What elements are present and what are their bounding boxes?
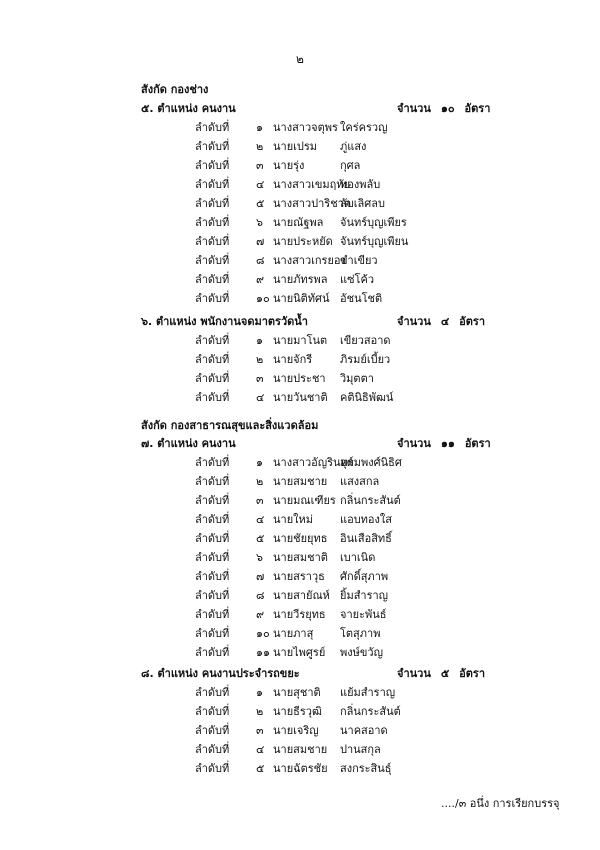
first-name: นางสาวปาริชาต — [273, 197, 351, 210]
order-number: ๔ — [256, 743, 265, 756]
order-label: ลำดับที่ — [195, 686, 230, 699]
position-title: ๕. ตำแหน่ง คนงาน — [141, 102, 236, 115]
first-name: นายชัยยุทธ — [273, 532, 328, 545]
order-number: ๑ — [256, 456, 263, 469]
last-name: กลิ่นกระสันต์ — [340, 705, 401, 718]
order-label: ลำดับที่ — [195, 292, 230, 305]
count-unit: อัตรา — [464, 102, 491, 115]
order-label: ลำดับที่ — [195, 159, 230, 172]
list-item — [0, 586, 600, 604]
first-name: นายเจริญ — [273, 724, 319, 737]
last-name: ลับเลิศลบ — [340, 197, 385, 210]
list-item — [0, 643, 600, 661]
first-name: นายสราวุธ — [273, 570, 325, 583]
order-number: ๙ — [256, 608, 265, 621]
list-item — [0, 567, 600, 585]
last-name: นาคสอาด — [340, 724, 388, 737]
first-name: นายประหยัด — [273, 235, 333, 248]
order-number: ๔ — [256, 178, 265, 191]
first-name: นายประชา — [273, 372, 326, 385]
list-item — [0, 137, 600, 155]
last-name: คตินิธิพัฒน์ — [340, 391, 394, 404]
list-item — [0, 740, 600, 758]
last-name: กลิ่นกระสันต์ — [340, 494, 401, 507]
first-name: นายรุ่ง — [273, 159, 305, 172]
order-number: ๖ — [256, 216, 263, 229]
last-name: อุดมพงศ์นิธิศ — [340, 456, 402, 469]
last-name: อินเสือสิทธิ์ — [340, 532, 392, 545]
first-name: นายวีรยุทธ — [273, 608, 326, 621]
last-name: ยิ้มสำราญ — [340, 589, 389, 602]
position-title: ๘. ตำแหน่ง คนงานประจำรถขยะ — [141, 667, 300, 680]
last-name: ภู่แสง — [340, 140, 367, 153]
first-name: นายมาโนต — [273, 334, 328, 347]
last-name: อัชนโชติ — [340, 292, 383, 305]
last-name: ปานสกุล — [340, 743, 381, 756]
order-label: ลำดับที่ — [195, 570, 230, 583]
last-name: จันทร์บุญเพียร — [340, 216, 407, 229]
page-number: ๒ — [296, 52, 304, 66]
order-label: ลำดับที่ — [195, 216, 230, 229]
first-name: นายสุชาติ — [273, 686, 321, 699]
list-item — [0, 331, 600, 349]
position-title: ๖. ตำแหน่ง พนักงานจดมาตรวัดน้ำ — [141, 315, 308, 328]
order-label: ลำดับที่ — [195, 334, 230, 347]
order-number: ๖ — [256, 551, 263, 564]
last-name: จายะพันธ์ — [340, 608, 387, 621]
order-number: ๔ — [256, 391, 265, 404]
order-number: ๑๐ — [256, 292, 270, 305]
list-item — [0, 118, 600, 136]
last-name: เบาเนิด — [340, 551, 376, 564]
list-item — [0, 289, 600, 307]
first-name: นายใหม่ — [273, 513, 314, 526]
first-name: นายภาสุ — [273, 627, 314, 640]
order-number: ๑ — [256, 121, 263, 134]
position-count — [397, 312, 495, 330]
last-name: แสงสกล — [340, 475, 380, 488]
first-name: นางสาวจตุพร — [273, 121, 338, 134]
order-number: ๓ — [256, 494, 264, 507]
order-label: ลำดับที่ — [195, 121, 230, 134]
first-name: นายสมชาติ — [273, 551, 328, 564]
position-count — [397, 99, 500, 117]
order-number: ๒ — [256, 475, 264, 488]
last-name: ใคร่ครวญ — [340, 121, 388, 134]
first-name: นายไพศูรย์ — [273, 646, 326, 659]
count-label: จำนวน — [397, 437, 431, 450]
order-number: ๓ — [256, 724, 264, 737]
order-label: ลำดับที่ — [195, 178, 230, 191]
count-label: จำนวน — [397, 315, 431, 328]
last-name: ขำเขียว — [340, 254, 378, 267]
position-count — [397, 664, 495, 682]
list-item — [0, 213, 600, 231]
first-name: นายสายัณห์ — [273, 589, 330, 602]
order-number: ๑ — [256, 686, 263, 699]
order-label: ลำดับที่ — [195, 273, 230, 286]
list-item — [0, 548, 600, 566]
first-name: นางสาวเขมฤทัย — [273, 178, 351, 191]
order-label: ลำดับที่ — [195, 532, 230, 545]
order-number: ๒ — [256, 140, 264, 153]
first-name: นางสาวอัญรินทร์ — [273, 456, 354, 469]
last-name: แซ่โค้ว — [340, 273, 374, 286]
list-item — [0, 510, 600, 528]
list-item — [0, 759, 600, 777]
list-item — [0, 683, 600, 701]
order-label: ลำดับที่ — [195, 705, 230, 718]
order-label: ลำดับที่ — [195, 494, 230, 507]
order-number: ๕ — [256, 532, 265, 545]
last-name: สงกระสินธุ์ — [340, 762, 392, 775]
list-item — [0, 472, 600, 490]
list-item — [0, 721, 600, 739]
continuation-note: ..../๓ อนึ่ง การเรียกบรรจุ — [441, 797, 560, 810]
first-name: นายจักรี — [273, 353, 313, 366]
order-label: ลำดับที่ — [195, 475, 230, 488]
last-name: จันทร์บุญเพียน — [340, 235, 409, 248]
first-name: นายฉัตรชัย — [273, 762, 328, 775]
position-title: ๗. ตำแหน่ง คนงาน — [141, 437, 236, 450]
order-label: ลำดับที่ — [195, 456, 230, 469]
order-number: ๗ — [256, 235, 265, 248]
order-label: ลำดับที่ — [195, 627, 230, 640]
list-item — [0, 624, 600, 642]
department-heading: สังกัด กองสาธารณสุขและสิ่งแวดล้อม — [141, 419, 319, 432]
list-item — [0, 453, 600, 471]
first-name: นายเปรม — [273, 140, 318, 153]
order-number: ๑๐ — [256, 627, 270, 640]
position-count — [397, 434, 501, 452]
count-label: จำนวน — [397, 102, 431, 115]
order-label: ลำดับที่ — [195, 589, 230, 602]
last-name: ศักดิ์สุภาพ — [340, 570, 389, 583]
order-number: ๕ — [256, 762, 265, 775]
order-label: ลำดับที่ — [195, 513, 230, 526]
last-name: เขียวสอาด — [340, 334, 391, 347]
order-number: ๓ — [256, 159, 264, 172]
order-number: ๕ — [256, 197, 265, 210]
order-label: ลำดับที่ — [195, 140, 230, 153]
first-name: นายธีรวุฒิ — [273, 705, 322, 718]
first-name: นางสาวเกรยอง — [273, 254, 346, 267]
order-number: ๘ — [256, 589, 265, 602]
order-number: ๒ — [256, 705, 264, 718]
list-item — [0, 605, 600, 623]
order-number: ๓ — [256, 372, 264, 385]
order-label: ลำดับที่ — [195, 372, 230, 385]
list-item — [0, 175, 600, 193]
order-label: ลำดับที่ — [195, 724, 230, 737]
list-item — [0, 529, 600, 547]
department-heading: สังกัด กองช่าง — [141, 83, 209, 96]
count-value: ๑๐ — [440, 102, 455, 115]
list-item — [0, 388, 600, 406]
first-name: นายสมชาย — [273, 743, 328, 756]
order-number: ๗ — [256, 570, 265, 583]
list-item — [0, 369, 600, 387]
count-label: จำนวน — [397, 667, 431, 680]
order-label: ลำดับที่ — [195, 762, 230, 775]
order-label: ลำดับที่ — [195, 197, 230, 210]
count-value: ๑๑ — [440, 437, 455, 450]
order-number: ๒ — [256, 353, 264, 366]
last-name: ภิรมย์เบี้ยว — [340, 353, 391, 366]
first-name: นายนิติทัศน์ — [273, 292, 330, 305]
list-item — [0, 702, 600, 720]
order-label: ลำดับที่ — [195, 608, 230, 621]
order-label: ลำดับที่ — [195, 646, 230, 659]
order-number: ๙ — [256, 273, 265, 286]
list-item — [0, 156, 600, 174]
list-item — [0, 350, 600, 368]
order-number: ๑ — [256, 334, 263, 347]
count-unit: อัตรา — [459, 315, 486, 328]
count-value: ๔ — [440, 315, 450, 328]
order-label: ลำดับที่ — [195, 551, 230, 564]
count-unit: อัตรา — [464, 437, 491, 450]
list-item — [0, 270, 600, 288]
first-name: นายสมชาย — [273, 475, 328, 488]
first-name: นายมณเฑียร — [273, 494, 336, 507]
last-name: แอบทองใส — [340, 513, 392, 526]
last-name: วิมุตตา — [340, 372, 374, 385]
count-unit: อัตรา — [459, 667, 486, 680]
order-label: ลำดับที่ — [195, 254, 230, 267]
last-name: โตสุภาพ — [340, 627, 381, 640]
list-item — [0, 491, 600, 509]
order-number: ๑๑ — [256, 646, 270, 659]
order-number: ๘ — [256, 254, 265, 267]
last-name: กุศล — [340, 159, 361, 172]
list-item — [0, 251, 600, 269]
count-value: ๕ — [440, 667, 450, 680]
order-label: ลำดับที่ — [195, 391, 230, 404]
last-name: ทองพลับ — [340, 178, 381, 191]
first-name: นายณัฐพล — [273, 216, 324, 229]
order-label: ลำดับที่ — [195, 353, 230, 366]
order-label: ลำดับที่ — [195, 743, 230, 756]
last-name: พงษ์ขวัญ — [340, 646, 383, 659]
order-label: ลำดับที่ — [195, 235, 230, 248]
order-number: ๔ — [256, 513, 265, 526]
first-name: นายวันชาติ — [273, 391, 328, 404]
last-name: แย้มสำราญ — [340, 686, 396, 699]
list-item — [0, 194, 600, 212]
first-name: นายภัทรพล — [273, 273, 328, 286]
list-item — [0, 232, 600, 250]
